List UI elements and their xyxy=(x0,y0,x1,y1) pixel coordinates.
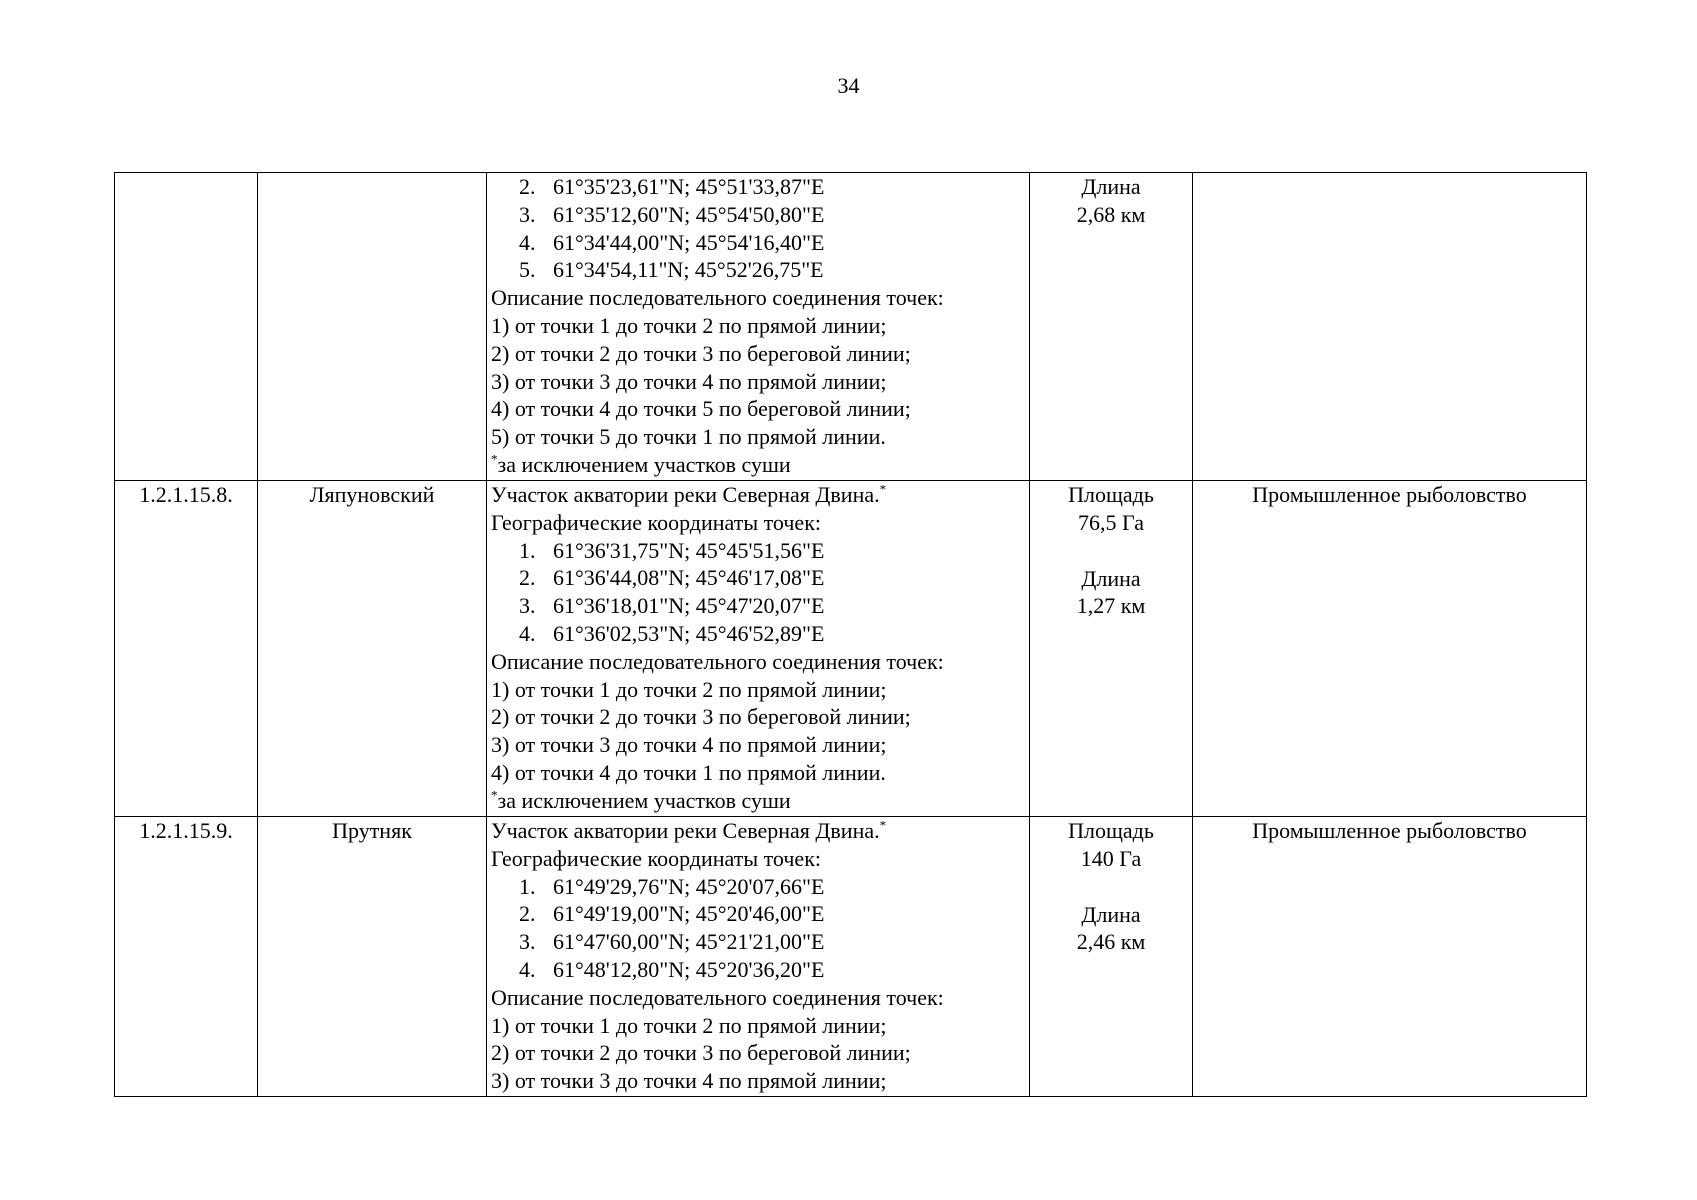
connection-step: 1) от точки 1 до точки 2 по прямой линии; xyxy=(491,676,887,702)
area-value: 76,5 Га xyxy=(1078,509,1144,535)
connection-step: 2) от точки 2 до точки 3 по береговой линии; xyxy=(491,1040,911,1066)
coordinate-point: 2. 61°35'23,61"N; 45°51'33,87"E xyxy=(519,174,825,199)
footnote: *за исключением участков суши xyxy=(491,451,791,477)
size-cell xyxy=(1030,173,1193,481)
connection-step: 3) от точки 3 до точки 4 по прямой линии; xyxy=(491,732,887,758)
connection-step: 4) от точки 4 до точки 1 по прямой линии. xyxy=(491,759,886,785)
water-areas-table xyxy=(114,172,1587,1097)
size-cell xyxy=(1030,817,1193,1097)
description-cell xyxy=(487,173,1030,481)
item-number-cell: 1.2.1.15.8. xyxy=(115,481,258,817)
connection-step: 2) от точки 2 до точки 3 по береговой линии; xyxy=(491,340,911,366)
description-cell xyxy=(487,481,1030,817)
usage-cell: Промышленное рыболовство xyxy=(1193,481,1587,817)
coordinate-point: 4. 61°36'02,53"N; 45°46'52,89"E xyxy=(519,620,825,646)
connection-step: 1) от точки 1 до точки 2 по прямой линии; xyxy=(491,1012,887,1038)
table-row-continuation xyxy=(115,173,1587,481)
item-name-cell xyxy=(258,173,487,481)
coordinates-heading: Географические координаты точек: xyxy=(491,509,821,535)
table-row xyxy=(115,817,1587,1097)
item-name-cell: Ляпуновский xyxy=(258,481,487,817)
footnote: *за исключением участков суши xyxy=(491,787,791,813)
coordinate-point: 4. 61°48'12,80"N; 45°20'36,20"E xyxy=(519,956,825,982)
length-label: Длина xyxy=(1081,901,1141,927)
coordinates-heading: Географические координаты точек: xyxy=(491,845,821,871)
usage-cell xyxy=(1193,173,1587,481)
table-row xyxy=(115,481,1587,817)
length-value: 2,68 км xyxy=(1076,201,1146,227)
page-number: 34 xyxy=(837,73,860,98)
coordinate-point: 3. 61°36'18,01"N; 45°47'20,07"E xyxy=(519,593,825,619)
area-value: 140 Га xyxy=(1080,845,1142,871)
description-cell xyxy=(487,817,1030,1097)
connection-step: 3) от точки 3 до точки 4 по прямой линии; xyxy=(491,1068,887,1094)
length-value: 1,27 км xyxy=(1076,593,1146,619)
coordinate-point: 2. 61°49'19,00"N; 45°20'46,00"E xyxy=(519,901,825,927)
area-label: Площадь xyxy=(1068,818,1154,843)
length-label: Длина xyxy=(1081,174,1141,199)
item-number-cell xyxy=(115,173,258,481)
area-intro: Участок акватории реки Северная Двина.* xyxy=(491,817,887,843)
coordinate-point: 3. 61°35'12,60"N; 45°54'50,80"E xyxy=(519,201,825,227)
connection-step: 1) от точки 1 до точки 2 по прямой линии; xyxy=(491,312,887,338)
usage-cell: Промышленное рыболовство xyxy=(1193,817,1587,1097)
coordinate-point: 3. 61°47'60,00"N; 45°21'21,00"E xyxy=(519,929,825,955)
coordinate-point: 1. 61°49'29,76"N; 45°20'07,66"E xyxy=(519,873,825,899)
coordinate-point: 2. 61°36'44,08"N; 45°46'17,08"E xyxy=(519,565,825,591)
connection-step: 3) от точки 3 до точки 4 по прямой линии; xyxy=(491,368,887,394)
area-intro: Участок акватории реки Северная Двина.* xyxy=(491,481,887,507)
item-name-cell: Прутняк xyxy=(258,817,487,1097)
coordinate-point: 4. 61°34'44,00"N; 45°54'16,40"E xyxy=(519,229,825,255)
connection-heading: Описание последовательного соединения точек: xyxy=(491,285,944,311)
connection-heading: Описание последовательного соединения точек: xyxy=(491,984,944,1010)
connection-step: 4) от точки 4 до точки 5 по береговой линии; xyxy=(491,396,911,422)
size-cell xyxy=(1030,481,1193,817)
length-value: 2,46 км xyxy=(1076,929,1146,955)
length-label: Длина xyxy=(1081,565,1141,591)
coordinate-point: 1. 61°36'31,75"N; 45°45'51,56"E xyxy=(519,537,825,563)
connection-heading: Описание последовательного соединения точек: xyxy=(491,648,944,674)
area-label: Площадь xyxy=(1068,482,1154,507)
connection-step: 5) от точки 5 до точки 1 по прямой линии. xyxy=(491,424,886,450)
item-number-cell: 1.2.1.15.9. xyxy=(115,817,258,1097)
connection-step: 2) от точки 2 до точки 3 по береговой линии; xyxy=(491,704,911,730)
coordinate-point: 5. 61°34'54,11"N; 45°52'26,75"E xyxy=(519,257,824,283)
